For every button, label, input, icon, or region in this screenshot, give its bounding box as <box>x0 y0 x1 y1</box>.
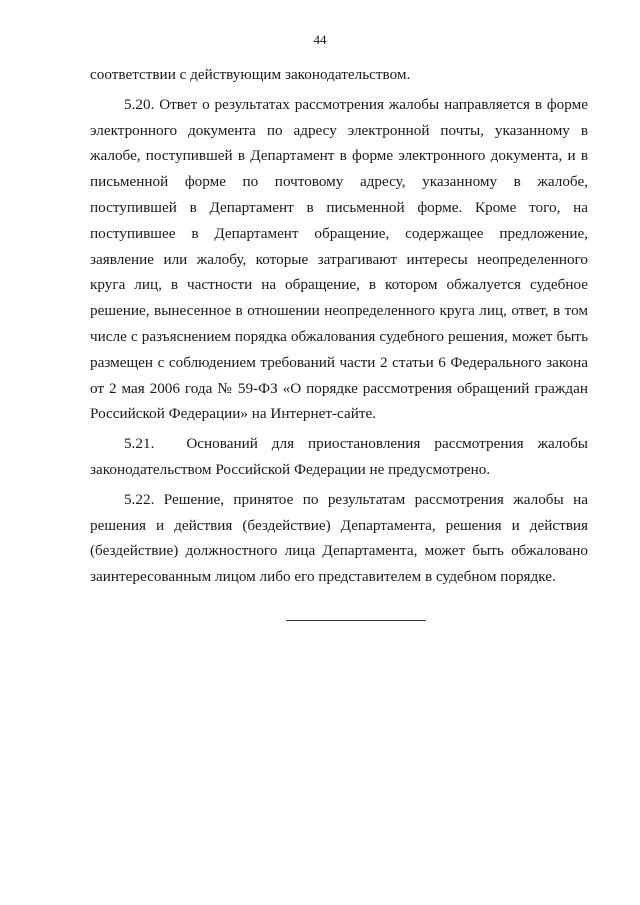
paragraph-5-20 <box>90 92 588 427</box>
document-body <box>90 62 588 590</box>
paragraph-number: 5.20. <box>124 95 155 113</box>
continuation-line: соответствии с действующим законодательством. <box>90 66 411 83</box>
end-divider-line <box>286 620 426 621</box>
paragraph-number: 5.22. <box>124 490 155 508</box>
page-number: 44 <box>313 32 327 47</box>
paragraph-number: 5.21. <box>124 435 155 453</box>
paragraph-text: Ответ о результатах рассмотрения жалобы направляется в форме электронного документа по адресу электронной почты, указанному в жалобе, поступившей в Департамент в форме электронного документа, и в письменной форме по почтовому адресу, указанному в жалобе, поступившей в Департамент в письменной форме. Кроме того, на поступившее в Департамент обращение, содержащее предложение, заявление или жалобу, которые затрагивают интересы неопределенного круга лиц, в частности на обращение, в котором обжалуется судебное решение, вынесенное в отношении неопределенного круга лиц, ответ, в том числе с разъяснением порядка обжалования судебного решения, может быть размещен с соблюдением требований части 2 статьи 6 Федерального закона от 2 мая 2006 года № 59-ФЗ «О порядке рассмотрения обращений граждан Российской Федерации» на Интернет-сайте. <box>90 95 588 423</box>
paragraph-5-22 <box>90 487 588 590</box>
paragraph-text: Оснований для приостановления рассмотрения жалобы законодательством Российской Федерации не предусмотрено. <box>90 435 589 478</box>
paragraph-text: Решение, принятое по результатам рассмотрения жалобы на решения и действия (бездействие) Департамента, решения и действия (бездействие) должностного лица Департамента, может быть обжаловано заинтересованным лицом либо его представителем в судебном порядке. <box>90 490 588 586</box>
paragraph-5-21 <box>90 431 588 483</box>
